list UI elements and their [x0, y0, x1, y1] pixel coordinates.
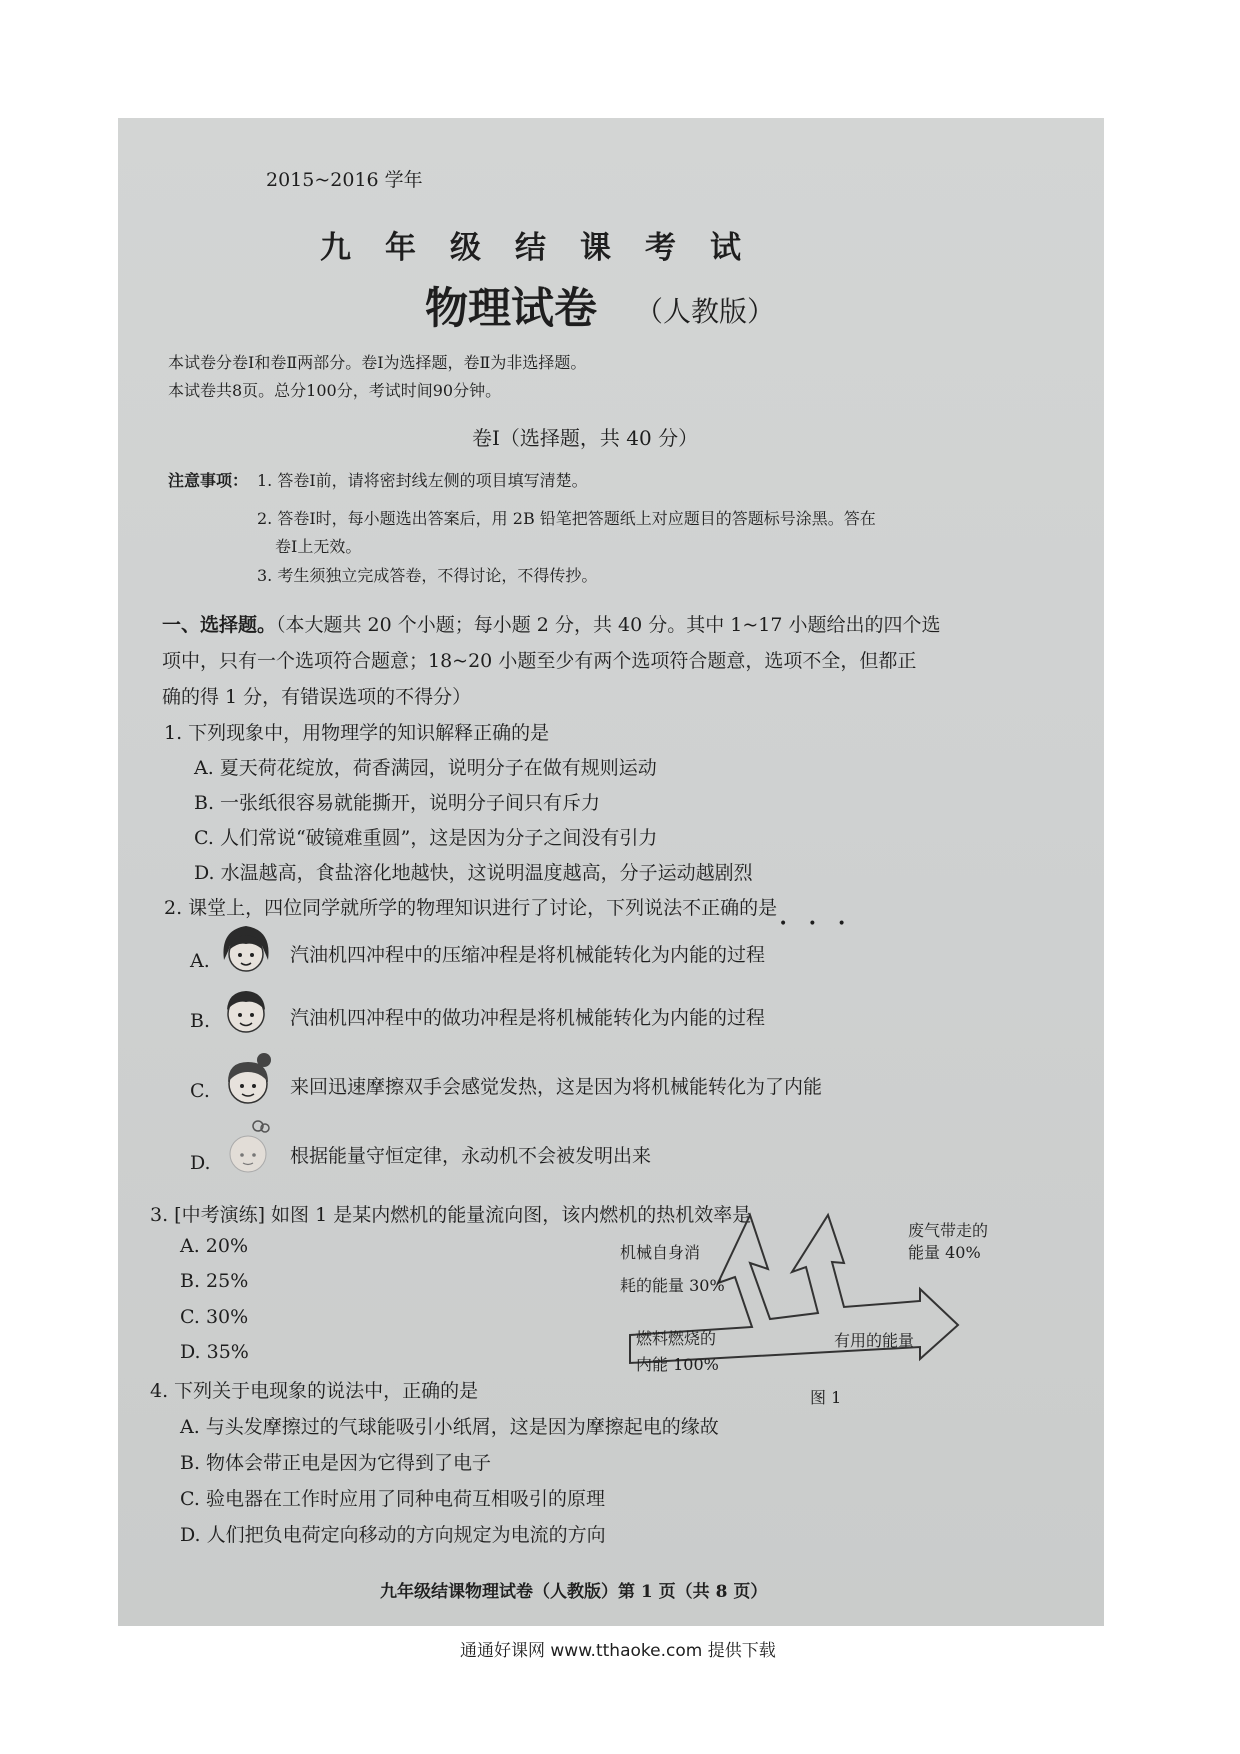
question-option: C. 人们常说“破镜难重圆”，这是因为分子之间没有引力 [194, 827, 658, 849]
question-option: B. 25% [180, 1270, 249, 1292]
intro-line: 本试卷共8页。总分100分，考试时间90分钟。 [168, 381, 502, 400]
note-item: 3. 考生须独立完成答卷，不得讨论，不得传抄。 [257, 566, 598, 585]
section-instructions: （本大题共 20 个小题；每小题 2 分，共 40 分。其中 1~17 小题给出的四个选 [276, 614, 941, 636]
girl-bun-avatar-icon [218, 1050, 278, 1108]
question-stem: 2. 课堂上，四位同学就所学的物理知识进行了讨论，下列说法不正确的是 [164, 897, 778, 919]
intro-line: 本试卷分卷Ⅰ和卷Ⅱ两部分。卷Ⅰ为选择题，卷Ⅱ为非选择题。 [168, 353, 587, 372]
machine-loss-label: 耗的能量 30% [620, 1276, 725, 1295]
question-option: D. 35% [180, 1341, 249, 1363]
option-letter: A. [190, 950, 210, 972]
section-heading: 一、选择题。 [162, 614, 277, 636]
note-item: 卷Ⅰ上无效。 [275, 537, 362, 556]
boy-avatar-icon [218, 982, 274, 1038]
option-text: 根据能量守恒定律，永动机不会被发明出来 [290, 1145, 652, 1167]
figure-caption: 图 1 [810, 1388, 842, 1407]
fuel-energy-label: 燃料燃烧的 [636, 1329, 717, 1348]
download-credit: 通通好课网 www.tthaoke.com 提供下载 [460, 1641, 776, 1661]
fuel-energy-label: 内能 100% [636, 1355, 719, 1374]
note-item: 1. 答卷Ⅰ前，请将密封线左侧的项目填写清楚。 [257, 471, 588, 490]
option-letter: C. [190, 1080, 210, 1102]
page-footer: 九年级结课物理试卷（人教版）第 1 页（共 8 页） [380, 1582, 768, 1602]
question-stem: 3. [中考演练] 如图 1 是某内燃机的能量流向图，该内燃机的热机效率是 [150, 1204, 752, 1226]
question-stem: 1. 下列现象中，用物理学的知识解释正确的是 [164, 722, 550, 744]
exhaust-loss-label: 废气带走的 [908, 1221, 989, 1240]
question-stem: 4. 下列关于电现象的说法中，正确的是 [150, 1380, 479, 1402]
child-avatar-icon [218, 1118, 278, 1178]
subject-title: 物理试卷 [425, 284, 597, 334]
option-letter: B. [190, 1010, 211, 1032]
girl-avatar-icon [218, 920, 274, 976]
option-text: 汽油机四冲程中的压缩冲程是将机械能转化为内能的过程 [290, 944, 766, 966]
useful-energy-label: 有用的能量 [834, 1331, 915, 1350]
machine-loss-label: 机械自身消 [620, 1243, 701, 1262]
option-text: 汽油机四冲程中的做功冲程是将机械能转化为内能的过程 [290, 1007, 766, 1029]
part-title: 卷Ⅰ（选择题，共 40 分） [472, 426, 699, 450]
section-instructions: 确的得 1 分，有错误选项的不得分） [162, 686, 472, 708]
question-option: B. 物体会带正电是因为它得到了电子 [180, 1452, 492, 1474]
question-option: A. 与头发摩擦过的气球能吸引小纸屑，这是因为摩擦起电的缘故 [180, 1416, 719, 1438]
question-option: C. 30% [180, 1306, 249, 1328]
note-item: 2. 答卷Ⅰ时，每小题选出答案后，用 2B 铅笔把答题纸上对应题目的答题标号涂黑。答在 [257, 509, 876, 528]
option-letter: D. [190, 1152, 211, 1174]
question-option: A. 20% [180, 1235, 249, 1257]
option-text: 来回迅速摩擦双手会感觉发热，这是因为将机械能转化为了内能 [290, 1076, 823, 1098]
section-heading-line [162, 610, 940, 637]
notes-label: 注意事项： [168, 471, 249, 490]
edition-label: （人教版） [635, 295, 776, 328]
question-option: B. 一张纸很容易就能撕开，说明分子间只有斥力 [194, 792, 601, 814]
exhaust-loss-label: 能量 40% [908, 1243, 981, 1262]
emphasis-dots: ••• [779, 916, 867, 932]
question-option: C. 验电器在工作时应用了同种电荷互相吸引的原理 [180, 1488, 605, 1510]
school-year: 2015~2016 学年 [266, 169, 423, 191]
question-option: D. 人们把负电荷定向移动的方向规定为电流的方向 [180, 1524, 606, 1546]
section-instructions: 项中，只有一个选项符合题意；18~20 小题至少有两个选项符合题意，选项不全，但都正 [162, 650, 917, 672]
question-option: A. 夏天荷花绽放，荷香满园，说明分子在做有规则运动 [194, 757, 657, 779]
question-option: D. 水温越高，食盐溶化地越快，这说明温度越高，分子运动越剧烈 [194, 862, 753, 884]
exam-title: 九年级结课考试 [320, 230, 775, 266]
